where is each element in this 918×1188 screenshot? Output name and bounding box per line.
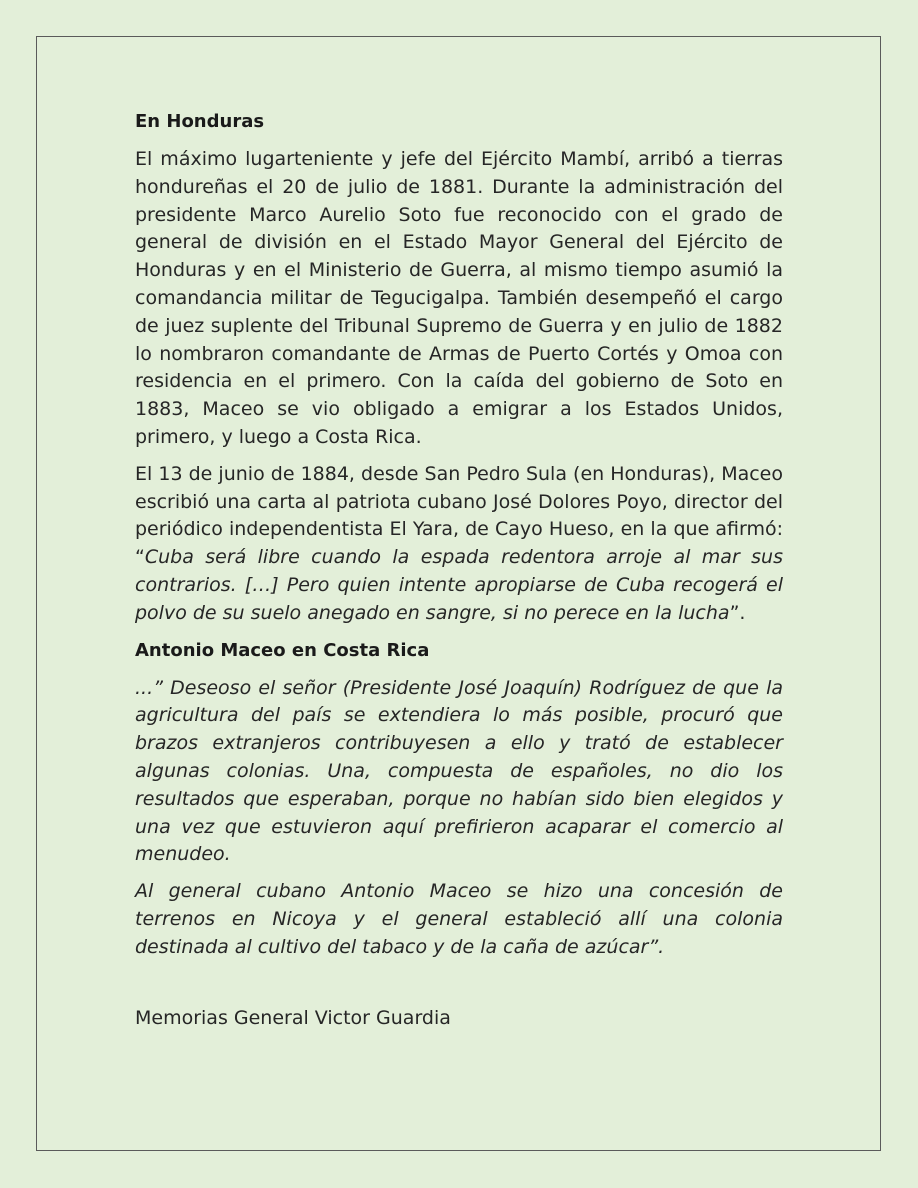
letter-quote-close: ”. <box>729 601 746 624</box>
paragraph-nicoya-concession: Al general cubano Antonio Maceo se hizo una concesión de terrenos en Nicoya y el general estableció allí una colonia destinada al cultivo del tabaco y de la caña de azúcar”. <box>135 880 783 958</box>
document-body <box>135 108 783 1032</box>
letter-quote-text: Cuba será libre cuando la espada redentora arroje al mar sus contrarios. […] Pero quien intente apropiarse de Cuba recogerá el polvo de su suelo anegado en sangre, si no perece en la lucha <box>135 546 783 624</box>
paragraph-maceo-letter <box>135 461 783 628</box>
paragraph-honduras-history: El máximo lugarteniente y jefe del Ejército Mambí, arribó a tierras hondureñas el 20 de julio de 1881. Durante la administración del presidente Marco Aurelio Soto fue reconocido con el grado de general de división en el Estado Mayor General del Ejército de Honduras y en el Ministerio de Guerra, al mismo tiempo asumió la comandancia militar de Tegucigalpa. También desempeñó el cargo de juez suplente del Tribunal Supremo de Guerra y en julio de 1882 lo nombraron comandante de Armas de Puerto Cortés y Omoa con residencia en el primero. Con la caída del gobierno de Soto en 1883, Maceo se vio obligado a emigrar a los Estados Unidos, primero, y luego a Costa Rica. <box>135 148 783 448</box>
section-heading-honduras: En Honduras <box>135 111 265 132</box>
paragraph-rodriguez-colonies: ...” Deseoso el señor (Presidente José Joaquín) Rodríguez de que la agricultura del país se extendiera lo más posible, procuró que brazos extranjeros contribuyesen a ello y trató de establecer algunas colonias. Una, compuesta de españoles, no dio los resultados que esperaban, porque no habían sido bien elegidos y una vez que estuvieron aquí prefirieron acaparar el comercio al menudeo. <box>135 676 783 866</box>
letter-intro-text: El 13 de junio de 1884, desde San Pedro Sula (en Honduras), Maceo escribió una carta al patriota cubano José Dolores Poyo, director del periódico independentista El Yara, de Cayo Hueso, en la que afirmó: “ <box>135 462 783 569</box>
section-heading-costa-rica: Antonio Maceo en Costa Rica <box>135 639 430 661</box>
source-citation: Memorias General Victor Guardia <box>135 1006 451 1029</box>
